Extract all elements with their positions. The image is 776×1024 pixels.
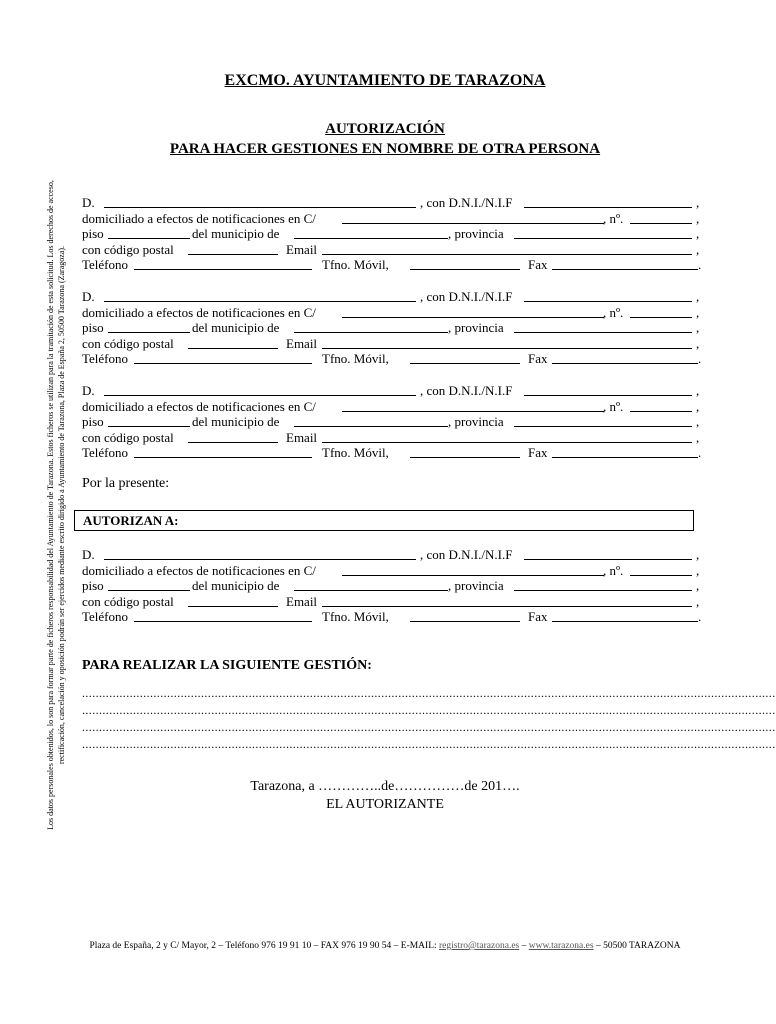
period-label: . [698,445,702,460]
blank-field[interactable] [104,301,416,302]
fax-label: Fax [528,257,548,272]
autorizante-2-phones-row [82,351,702,367]
telefono-label: Teléfono [82,351,129,366]
comma-label: , [696,304,700,320]
blank-field[interactable] [104,207,416,208]
num-label: , nº. [603,210,624,226]
blank-field[interactable] [134,621,312,622]
domicilio-label: domiciliado a efectos de notificaciones en C/ [82,304,316,320]
blank-field[interactable] [524,395,692,396]
blank-field[interactable] [188,442,278,443]
autorizante-1-phones-row [82,257,702,273]
piso-label: piso [82,414,104,429]
d-label: D. [82,547,95,562]
blank-field[interactable] [342,317,604,318]
movil-label: Tfno. Móvil, [322,257,389,272]
blank-field[interactable] [294,426,448,427]
movil-label: Tfno. Móvil, [322,445,389,460]
signer-label: EL AUTORIZANTE [326,797,444,812]
blank-field[interactable] [514,238,692,239]
blank-field[interactable] [410,363,520,364]
domicilio-label: domiciliado a efectos de notificaciones en C/ [82,398,316,414]
autorizado-municipality-row [82,578,702,594]
comma-label: , [696,562,700,578]
autorizante-2-municipality-row [82,320,702,336]
blank-field[interactable] [108,332,190,333]
email-label: Email [286,241,318,257]
autorizante-2-address-row [82,305,702,321]
blank-field[interactable] [322,606,692,607]
blank-field[interactable] [108,238,190,239]
telefono-label: Teléfono [82,445,129,460]
blank-field[interactable] [524,559,692,560]
fax-label: Fax [528,609,548,624]
num-label: , nº. [603,398,624,414]
blank-field[interactable] [630,223,692,224]
gestion-line-1[interactable]: ............................................................................................................................................................................................................ [82,686,776,700]
email-label: Email [286,593,318,609]
blank-field[interactable] [552,621,698,622]
autorizado-phones-row [82,609,702,625]
blank-field[interactable] [342,575,604,576]
num-label: , nº. [603,562,624,578]
blank-field[interactable] [294,332,448,333]
comma-label: , [696,241,700,257]
autorizante-1-municipality-row [82,226,702,242]
cp-label: con código postal [82,241,174,257]
blank-field[interactable] [514,332,692,333]
piso-label: piso [82,320,104,335]
blank-field[interactable] [108,426,190,427]
autorizado-name-row [82,547,702,563]
blank-field[interactable] [342,411,604,412]
comma-label: , [696,195,700,210]
num-label: , nº. [603,304,624,320]
blank-field[interactable] [108,590,190,591]
cp-label: con código postal [82,593,174,609]
autorizan-box: AUTORIZAN A: [74,510,694,531]
autorizante-1-postal-email-row [82,242,702,258]
piso-label: piso [82,226,104,241]
autorizante-1-name-row [82,195,702,211]
blank-field[interactable] [322,254,692,255]
comma-label: , [696,210,700,226]
blank-field[interactable] [342,223,604,224]
blank-field[interactable] [294,590,448,591]
autorizante-2-postal-email-row [82,336,702,352]
piso-label: piso [82,578,104,593]
blank-field[interactable] [134,363,312,364]
date-line: Tarazona, a …………..de……………de 201…. [250,779,520,794]
d-label: D. [82,195,95,210]
autorizante-2-name-row [82,289,702,305]
blank-field[interactable] [552,457,698,458]
blank-field[interactable] [524,301,692,302]
document-title: AUTORIZACIÓN [325,121,445,137]
blank-field[interactable] [188,254,278,255]
footer-web-link[interactable]: www.tarazona.es [528,941,594,951]
dni-label: , con D.N.I./N.I.F [420,547,513,562]
blank-field[interactable] [410,269,520,270]
blank-field[interactable] [294,238,448,239]
comma-label: , [696,289,700,304]
comma-label: , [696,383,700,398]
blank-field[interactable] [630,575,692,576]
blank-field[interactable] [552,363,698,364]
blank-field[interactable] [134,269,312,270]
document-subtitle: PARA HACER GESTIONES EN NOMBRE DE OTRA PERSONA [169,141,601,157]
municipio-label: del municipio de [192,226,280,241]
period-label: . [698,609,702,624]
comma-label: , [696,414,700,429]
comma-label: , [696,593,700,609]
blank-field[interactable] [188,606,278,607]
gestion-heading: PARA REALIZAR LA SIGUIENTE GESTIÓN: [82,658,372,673]
autorizado-address-row [82,563,702,579]
autorizante-3-municipality-row [82,414,702,430]
movil-label: Tfno. Móvil, [322,351,389,366]
dni-label: , con D.N.I./N.I.F [420,383,513,398]
comma-label: , [696,226,700,241]
autorizante-1-address-row [82,211,702,227]
blank-field[interactable] [552,269,698,270]
municipio-label: del municipio de [192,320,280,335]
footer: Plaza de España, 2 y C/ Mayor, 2 – Teléfono 976 19 91 10 – FAX 976 19 90 54 – E-MAIL: registro@tarazona.es – www.tarazona.es – 50500 TARAZONA [89,941,681,951]
data-protection-notice: Los datos personales obtenidos, lo son para formar parte de ficheros responsabilidad del Ayuntamiento de Tarazona. Estos ficheros se utilizan para la tramitación de esta solicitud. Los derechos de acceso, rectificación, cancelación y oposición podrán ser ejercidos mediante escrito dirigido a Ayuntamiento de Tarazona, Plaza de España 2, 50500 Tarazona (Zaragoza). [46,180,66,830]
comma-label: , [696,335,700,351]
gestion-line-4[interactable]: ............................................................................................................................................................................................................ [82,737,776,751]
dni-label: , con D.N.I./N.I.F [420,289,513,304]
comma-label: , [696,398,700,414]
telefono-label: Teléfono [82,257,129,272]
blank-field[interactable] [410,621,520,622]
blank-field[interactable] [514,426,692,427]
blank-field[interactable] [524,207,692,208]
cp-label: con código postal [82,335,174,351]
fax-label: Fax [528,445,548,460]
comma-label: , [696,547,700,562]
provincia-label: , provincia [448,320,504,335]
d-label: D. [82,289,95,304]
blank-field[interactable] [322,348,692,349]
autorizado-postal-email-row [82,594,702,610]
autorizante-3-postal-email-row [82,430,702,446]
blank-field[interactable] [322,442,692,443]
comma-label: , [696,578,700,593]
blank-field[interactable] [134,457,312,458]
blank-field[interactable] [104,559,416,560]
comma-label: , [696,429,700,445]
cp-label: con código postal [82,429,174,445]
domicilio-label: domiciliado a efectos de notificaciones en C/ [82,562,316,578]
provincia-label: , provincia [448,226,504,241]
provincia-label: , provincia [448,578,504,593]
domicilio-label: domiciliado a efectos de notificaciones en C/ [82,210,316,226]
municipio-label: del municipio de [192,414,280,429]
autorizante-3-name-row [82,383,702,399]
municipality-title: EXCMO. AYUNTAMIENTO DE TARAZONA [224,72,546,89]
autorizante-3-phones-row [82,445,702,461]
blank-field[interactable] [104,395,416,396]
dni-label: , con D.N.I./N.I.F [420,195,513,210]
blank-field[interactable] [410,457,520,458]
blank-field[interactable] [630,317,692,318]
blank-field[interactable] [514,590,692,591]
gestion-line-3[interactable]: ............................................................................................................................................................................................................ [82,720,776,734]
municipio-label: del municipio de [192,578,280,593]
presente-text: Por la presente: [82,476,170,491]
comma-label: , [696,320,700,335]
email-label: Email [286,335,318,351]
email-label: Email [286,429,318,445]
d-label: D. [82,383,95,398]
telefono-label: Teléfono [82,609,129,624]
blank-field[interactable] [188,348,278,349]
period-label: . [698,351,702,366]
period-label: . [698,257,702,272]
movil-label: Tfno. Móvil, [322,609,389,624]
provincia-label: , provincia [448,414,504,429]
autorizante-3-address-row [82,399,702,415]
blank-field[interactable] [630,411,692,412]
footer-email-link[interactable]: registro@tarazona.es [439,941,520,951]
gestion-line-2[interactable]: ............................................................................................................................................................................................................ [82,703,776,717]
fax-label: Fax [528,351,548,366]
